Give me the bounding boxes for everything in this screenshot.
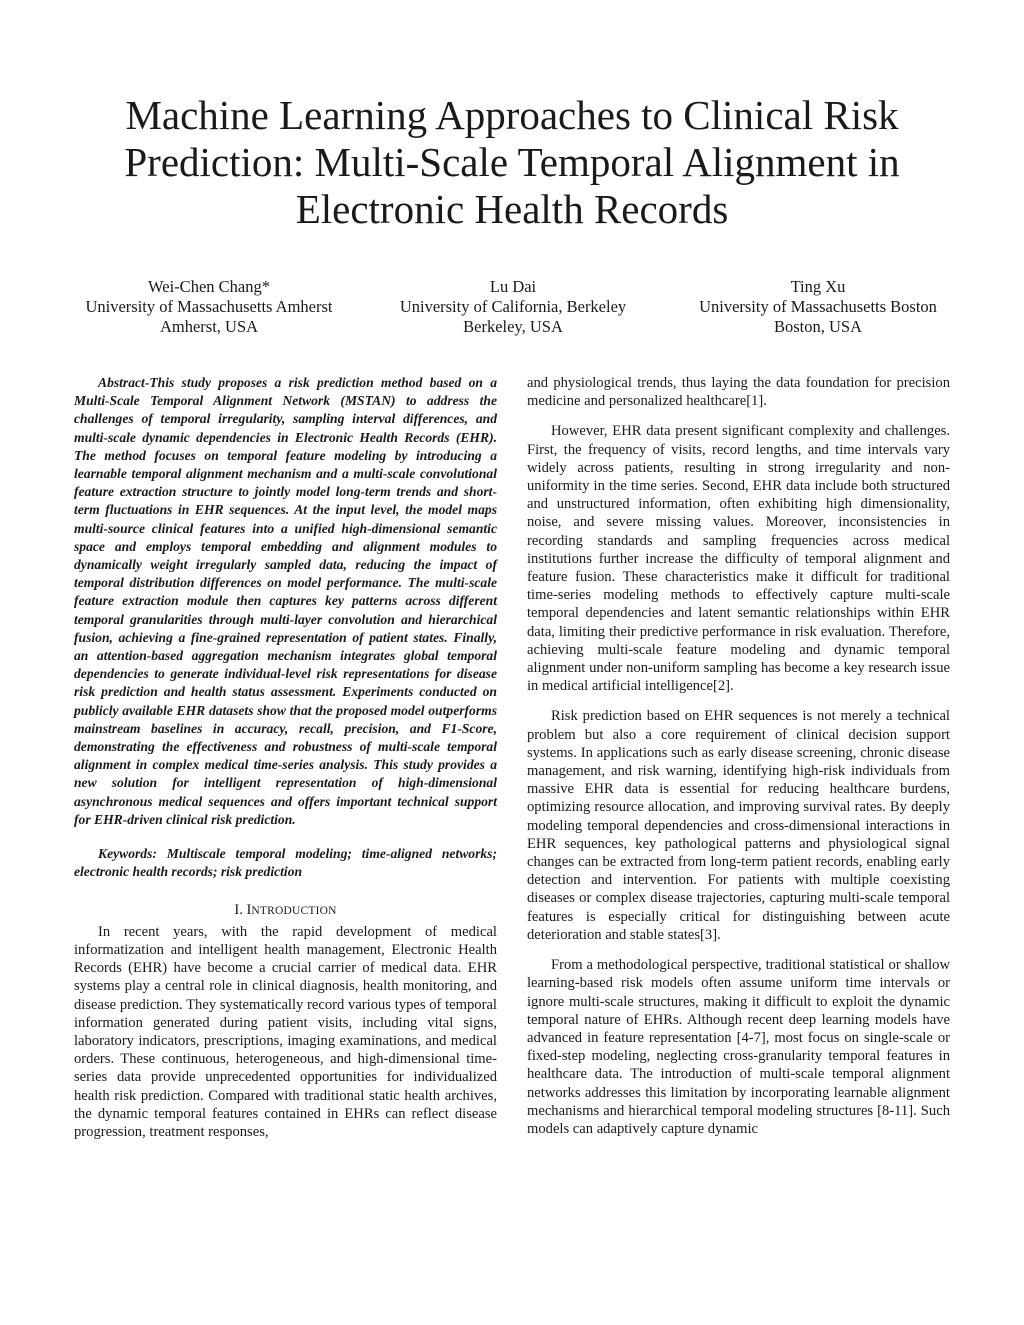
author-block xyxy=(680,277,956,337)
author-block xyxy=(70,277,348,337)
author-block xyxy=(385,277,641,337)
abstract: Abstract-This study proposes a risk prediction method based on a Multi-Scale Temporal Alignment Network (MSTAN) to address the challenges of temporal irregularity, sampling interval differences, and multi-scale dynamic dependencies in Electronic Health Records (EHR). The method focuses on temporal feature modeling by introducing a learnable temporal alignment mechanism and a multi-scale convolutional feature extraction structure to jointly model long-term trends and short-term fluctuations in EHR sequences. At the input level, the model maps multi-source clinical features into a unified high-dimensional semantic space and employs temporal embedding and alignment modules to dynamically weight irregularly sampled data, reducing the impact of temporal distribution differences on model performance. The multi-scale feature extraction module then captures key patterns across different temporal granularities through multi-layer convolution and hierarchical fusion, achieving a fine-grained representation of patient states. Finally, an attention-based aggregation mechanism integrates global temporal dependencies to generate individual-level risk representations for disease risk prediction and health status assessment. Experiments conducted on publicly available EHR datasets show that the proposed model outperforms mainstream baselines in accuracy, recall, precision, and F1-Score, demonstrating the effectiveness and robustness of multi-scale temporal alignment in complex medical time-series analysis. This study provides a new solution for intelligent representation of high-dimensional asynchronous medical sequences and offers important technical support for EHR-driven clinical risk prediction. xyxy=(74,375,497,827)
title-line: Machine Learning Approaches to Clinical Risk xyxy=(125,92,899,138)
body-paragraph: From a methodological perspective, traditional statistical or shallow learning-based risk models often assume uniform time intervals or ignore multi-scale structures, making it difficult to exploit the dynamic temporal nature of EHRs. Although recent deep learning models have advanced in feature representation [4-7], most focus on single-scale or fixed-step modeling, neglecting cross-granularity temporal features in healthcare data. The introduction of multi-scale temporal alignment networks addresses this limitation by incorporating learnable alignment mechanisms and hierarchical temporal modeling structures [8-11]. Such models can adaptively capture dynamic xyxy=(527,957,950,1137)
title-line: Electronic Health Records xyxy=(295,186,729,232)
body-paragraph: However, EHR data present significant complexity and challenges. First, the frequency of visits, record lengths, and time intervals vary widely across patients, resulting in strong irregularity and non-uniformity in the time series. Second, EHR data include both structured and unstructured information, often exhibiting high dimensionality, noise, and severe missing values. Moreover, inconsistencies in recording standards and sampling frequencies across medical institutions further increase the difficulty of temporal alignment and feature fusion. These characteristics make it difficult for traditional time-series modeling methods to effectively capture multi-scale temporal dependencies and latent semantic relationships within EHR data, limiting their predictive performance in risk evaluation. Therefore, achieving multi-scale feature modeling and dynamic temporal alignment under non-uniform sampling has become a key research issue in medical artificial intelligence[2]. xyxy=(527,423,950,695)
section-number: I. xyxy=(234,902,247,919)
section-heading xyxy=(74,901,497,920)
author-affiliation: University of Massachusetts Amherst xyxy=(85,297,333,316)
paper-title xyxy=(70,92,954,233)
author-location: Berkeley, USA xyxy=(463,317,563,336)
author-location: Boston, USA xyxy=(773,317,863,336)
body-paragraph: Risk prediction based on EHR sequences is not merely a technical problem but also a core requirement of clinical decision support systems. In applications such as early disease screening, chronic disease management, and risk warning, identifying high-risk individuals from massive EHR data is essential for reducing healthcare burdens, optimizing resource allocation, and improving survival rates. By deeply modeling temporal dependencies and cross-dimensional interactions in EHR sequences, key pathological patterns and physiological signal changes can be extracted from long-term patient records, enabling early detection and intervention. For patients with multiple coexisting diseases or complex disease trajectories, capturing multi-scale temporal features is especially critical for distinguishing between acute deterioration and stable states[3]. xyxy=(527,708,950,943)
author-name: Ting Xu xyxy=(790,277,846,296)
author-location: Amherst, USA xyxy=(159,317,259,336)
author-affiliation: University of California, Berkeley xyxy=(399,297,627,316)
body-paragraph-continued: and physiological trends, thus laying the data foundation for precision medicine and personalized healthcare[1]. xyxy=(527,375,950,410)
body-paragraph: In recent years, with the rapid development of medical informatization and intelligent health management, Electronic Health Records (EHR) have become a crucial carrier of medical data. EHR systems play a central role in clinical diagnosis, health monitoring, and disease prediction. They systematically record various types of temporal information generated during patient visits, including vital signs, laboratory indicators, prescriptions, imaging examinations, and medical orders. These continuous, heterogeneous, and high-dimensional time-series data provide unprecedented opportunities for individualized health risk prediction. Compared with traditional static health archives, the dynamic temporal features contained in EHRs can reflect disease progression, treatment responses, xyxy=(74,923,497,1140)
author-affiliation: University of Massachusetts Boston xyxy=(699,297,937,316)
left-column xyxy=(74,374,497,1141)
author-name: Lu Dai xyxy=(489,277,537,296)
author-name: Wei-Chen Chang* xyxy=(148,277,270,296)
keywords: Keywords: Multiscale temporal modeling; time-aligned networks; electronic health records; risk prediction xyxy=(74,846,497,880)
title-line: Prediction: Multi-Scale Temporal Alignment in xyxy=(124,139,900,185)
right-column xyxy=(527,374,950,1138)
section-title-rest: NTRODUCTION xyxy=(251,905,337,918)
section-initial: I xyxy=(246,902,252,919)
